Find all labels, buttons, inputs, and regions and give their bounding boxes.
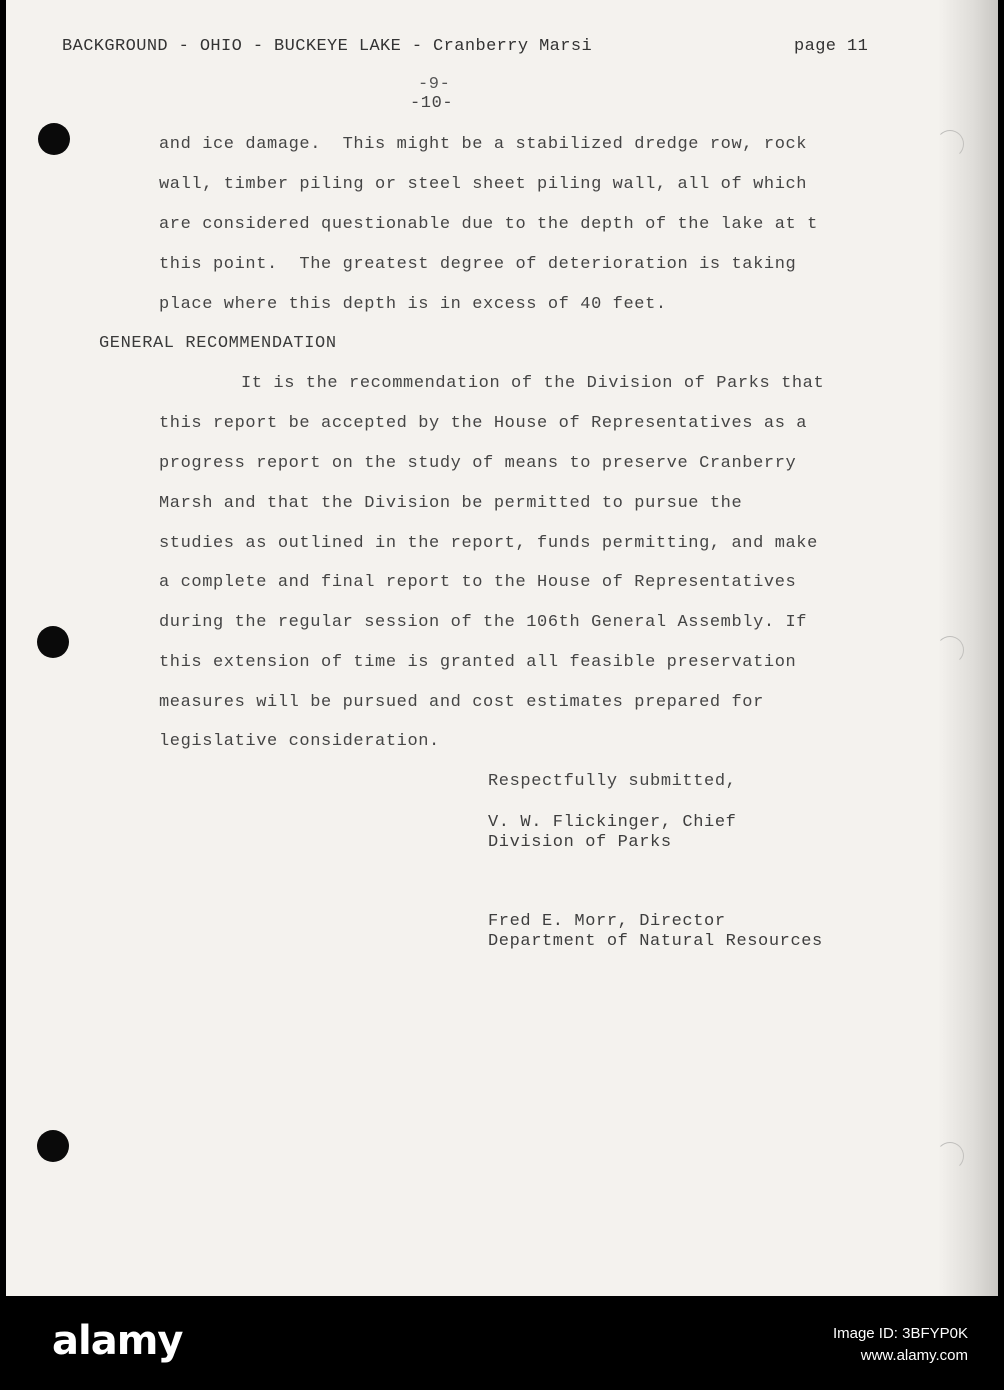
page-edge-notch [936,1142,964,1170]
closing-salutation: Respectfully submitted, [488,772,737,791]
recommendation-line: It is the recommendation of the Division of Parks that [241,374,825,393]
recommendation-line: measures will be pursued and cost estimates prepared for [159,693,764,712]
site-url: www.alamy.com [860,1347,968,1364]
alamy-logo: alamy [52,1318,183,1364]
signatory-1-name: V. W. Flickinger, Chief [488,813,737,832]
document-page [6,0,998,1296]
image-id-text: Image ID: 3BFYP0K [832,1325,968,1342]
continuation-line: this point. The greatest degree of deterioration is taking [159,255,797,274]
header-title: BACKGROUND - OHIO - BUCKEYE LAKE - Cranberry Marsi [62,37,593,56]
continuation-line: wall, timber piling or steel sheet piling wall, all of which [159,175,808,194]
recommendation-line: progress report on the study of means to preserve Cranberry [159,454,797,473]
punch-hole-middle [37,626,69,658]
recommendation-line: this extension of time is granted all feasible preservation [159,653,797,672]
continuation-line: are considered questionable due to the depth of the lake at t [159,215,818,234]
signatory-2-name: Fred E. Morr, Director [488,912,726,931]
page-label: page 11 [794,37,869,56]
recommendation-line: this report be accepted by the House of Representatives as a [159,414,808,433]
signatory-2-title: Department of Natural Resources [488,932,823,951]
recommendation-line: a complete and final report to the House of Representatives [159,573,797,592]
page-number-corrected: -10- [410,94,454,113]
signatory-1-title: Division of Parks [488,833,672,852]
page-edge-notch [936,130,964,158]
recommendation-line: legislative consideration. [159,732,440,751]
continuation-line: and ice damage. This might be a stabilized dredge row, rock [159,135,808,154]
punch-hole-bottom [37,1130,69,1162]
continuation-line: place where this depth is in excess of 40 feet. [159,295,667,314]
punch-hole-top [38,123,70,155]
recommendation-line: studies as outlined in the report, funds permitting, and make [159,534,818,553]
image-id-block [833,1323,968,1367]
recommendation-line: Marsh and that the Division be permitted to pursue the [159,494,743,513]
page-number-original: -9- [418,75,451,94]
page-edge-notch [936,636,964,664]
section-heading: GENERAL RECOMMENDATION [99,334,337,353]
recommendation-line: during the regular session of the 106th General Assembly. If [159,613,808,632]
